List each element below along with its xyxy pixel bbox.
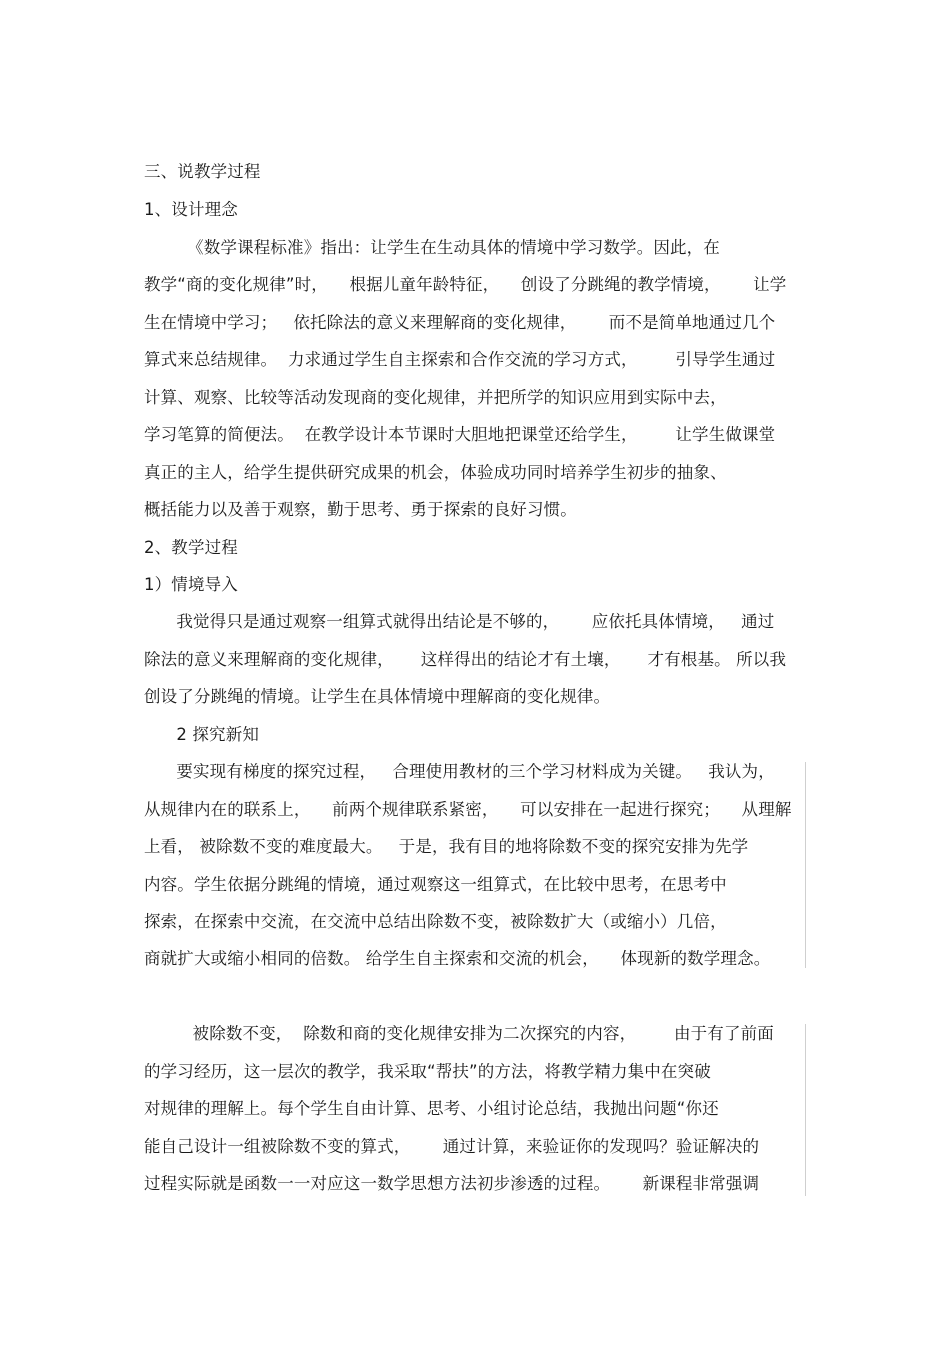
design-paragraph-line: 教学“商的变化规律”时， 根据儿童年龄特征， 创设了分跳绳的教学情境， 让学 (144, 275, 787, 294)
explore-paragraph-line: 上看， 被除数不变的难度最大。 于是，我有目的地将除数不变的探究安排为先学 (144, 837, 749, 856)
intro-paragraph-line: 创设了分跳绳的情境。让学生在具体情境中理解商的变化规律。 (144, 687, 611, 706)
design-paragraph-line: 算式来总结规律。 力求通过学生自主探索和合作交流的学习方式， 引导学生通过 (144, 350, 776, 369)
design-concept-heading: 1、设计理念 (144, 200, 238, 219)
explore-paragraph-line: 从规律内在的联系上， 前两个规律联系紧密， 可以安排在一起进行探究； 从理解 (144, 800, 792, 819)
explore-paragraph-line: 要实现有梯度的探究过程， 合理使用教材的三个学习材料成为关键。 我认为， (144, 762, 775, 781)
second-paragraph-line: 过程实际就是函数一一对应这一数学思想方法初步渗透的过程。 新课程非常强调 (144, 1174, 760, 1193)
design-paragraph-line: 生在情境中学习； 依托除法的意义来理解商的变化规律， 而不是简单地通过几个 (144, 313, 776, 332)
teaching-process-heading: 2、教学过程 (144, 538, 238, 557)
intro-paragraph-line: 除法的意义来理解商的变化规律， 这样得出的结论才有土壤， 才有根基。 所以我 (144, 650, 787, 669)
second-paragraph-line: 对规律的理解上。每个学生自由计算、思考、小组讨论总结，我抛出问题“你还 (144, 1099, 719, 1118)
explore-paragraph-line: 探索，在探索中交流，在交流中总结出除数不变，被除数扩大（或缩小）几倍， (144, 912, 727, 931)
design-paragraph-line: 真正的主人，给学生提供研究成果的机会，体验成功同时培养学生初步的抽象、 (144, 463, 727, 482)
second-paragraph-line: 被除数不变， 除数和商的变化规律安排为二次探究的内容， 由于有了前面 (144, 1024, 774, 1043)
explore-heading: 2 探究新知 (144, 725, 260, 744)
design-paragraph-line: 概括能力以及善于观察，勤于思考、勇于探索的良好习惯。 (144, 500, 577, 519)
text-edge-divider (805, 1024, 806, 1196)
explore-paragraph-line: 内容。学生依据分跳绳的情境，通过观察这一组算式，在比较中思考，在思考中 (144, 875, 727, 894)
situation-intro-heading: 1）情境导入 (144, 575, 238, 594)
second-paragraph-line: 能自己设计一组被除数不变的算式， 通过计算，来验证你的发现吗？验证解决的 (144, 1137, 760, 1156)
intro-paragraph-line: 我觉得只是通过观察一组算式就得出结论是不够的， 应依托具体情境， 通过 (144, 612, 775, 631)
second-paragraph-line: 的学习经历，这一层次的教学，我采取“帮扶”的方法，将教学精力集中在突破 (144, 1062, 711, 1081)
design-paragraph-line: 学习笔算的简便法。 在教学设计本节课时大胆地把课堂还给学生， 让学生做课堂 (144, 425, 776, 444)
design-paragraph-line: 计算、观察、比较等活动发现商的变化规律，并把所学的知识应用到实际中去， (144, 388, 727, 407)
section-heading: 三、说教学过程 (144, 162, 261, 181)
text-edge-divider (805, 762, 806, 968)
explore-paragraph-line: 商就扩大或缩小相同的倍数。 给学生自主探索和交流的机会， 体现新的数学理念。 (144, 949, 771, 968)
design-paragraph-line: 《数学课程标准》指出：让学生在生动具体的情境中学习数学。因此，在 (144, 238, 720, 257)
